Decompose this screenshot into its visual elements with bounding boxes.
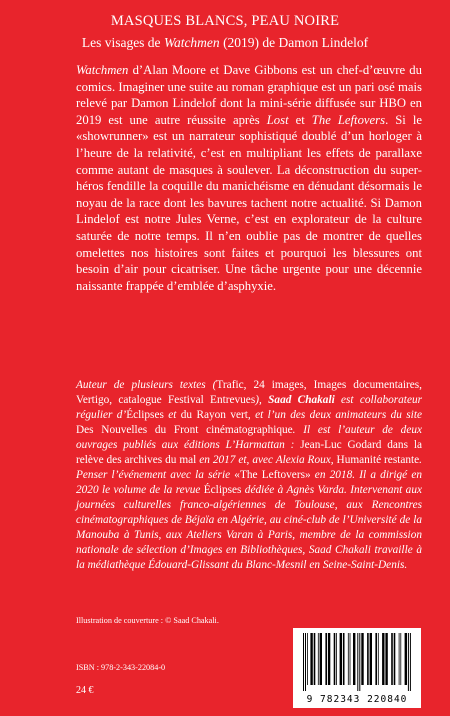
blurb-paragraph: [76, 62, 422, 294]
bio-run: du Rayon vert: [180, 409, 248, 421]
subtitle-suffix: (2019) de Damon Lindelof: [219, 35, 369, 50]
blurb-run: Watchmen: [76, 63, 129, 77]
blurb-run: Lost: [266, 112, 289, 127]
bio-run: et: [163, 409, 181, 421]
bio-run: «The Leftovers»: [234, 469, 311, 481]
bio-run: . Il est l’auteur de deux ouvrages publiés aux éditions L’Harmattan :: [76, 424, 422, 451]
book-subtitle: [0, 35, 450, 51]
bio-run: Trafic, 24 images, Images documentaires, Vertigo, catalogue Festival Entrevues: [76, 379, 422, 406]
barcode: [293, 628, 421, 708]
blurb-run: The Leftovers: [311, 112, 386, 127]
author-bio: [76, 378, 422, 573]
cover-credit: Illustration de couverture : © Saad Chakali.: [76, 616, 219, 625]
bio-run: est collaborateur régulier d’: [76, 394, 423, 421]
isbn: ISBN : 978-2-343-22084-0: [76, 663, 166, 672]
barcode-bars: [301, 633, 413, 691]
bio-run: en 2017 et, avec Alexia Roux,: [196, 454, 337, 466]
bio-run: dédiée à Agnès Varda. Intervenant aux journées culturelles franco-algériennes de Toulouse, aux Rencontres cinématographiques de Béjaïa en Algérie, au ciné-club de l’Université de la Manouba à Tunis, aux Ateliers Varan à Paris, membre de la commission nationale de sélection d’Images en Bibliothèques, Saad Chakali travaille à la médiathèque Édouard-Glissant du Blanc-Mesnil en Seine-Saint-Denis.: [76, 484, 422, 571]
subtitle-work: Watchmen: [163, 35, 220, 50]
bio-run: Des Nouvelles du Front cinématographique: [76, 424, 293, 436]
bio-run: Éclipses: [126, 409, 164, 421]
bio-run: en 2018. Il a dirigé en 2020 le volume de la revue: [76, 469, 422, 496]
bio-run: Saad Chakali: [268, 394, 335, 406]
bio-run: Humanité restante: [336, 454, 420, 466]
bio-run: Jean-Luc Godard dans la relève des archives du mal: [76, 439, 422, 466]
blurb-run: . Si le «showrunner» est un narrateur sophistiqué doublé d’un horloger à l’heure de la relativité, c’est en multipliant les effets de parallaxe comme autant de masques à soulever. La déconstruction du super-héros fendille la coquille du manichéisme en dénudant désormais le noyau de la race dont les bavures tachent notre actualité. Si Damon Lindelof est notre Jules Verne, c’est en explorateur de la culture saturée de notre temps. Il n’en oublie pas de montrer de quelles omelettes nos histoires sont faites et pourquoi les blessures ont besoin d’air pour cicatriser. Une tâche urgente pour une décennie naissante frappée d’emblée d’asphyxie.: [76, 112, 422, 293]
bio-run: , et l’un des deux animateurs du site: [247, 409, 422, 421]
price: 24 €: [76, 685, 94, 696]
bio-run: Éclipses: [203, 484, 242, 496]
subtitle-prefix: Les visages de: [81, 35, 164, 50]
blurb-run: d’Alan Moore et Dave Gibbons est un chef-d’œuvre du comics. Imaginer une suite au roman graphique est un pari osé mais relevé par Damon Lindelof dont la mini-série diffusée sur HBO en 2019 est une autre réussite après: [76, 63, 422, 127]
book-title: MASQUES BLANCS, PEAU NOIRE: [110, 13, 340, 29]
barcode-digits: 9 782343 220840: [306, 694, 408, 705]
bio-run: Auteur de plusieurs textes (: [76, 379, 217, 391]
bio-run: . Penser l’événement avec la série: [76, 454, 422, 481]
blurb-run: et: [288, 112, 312, 127]
bio-run: ),: [255, 394, 269, 406]
